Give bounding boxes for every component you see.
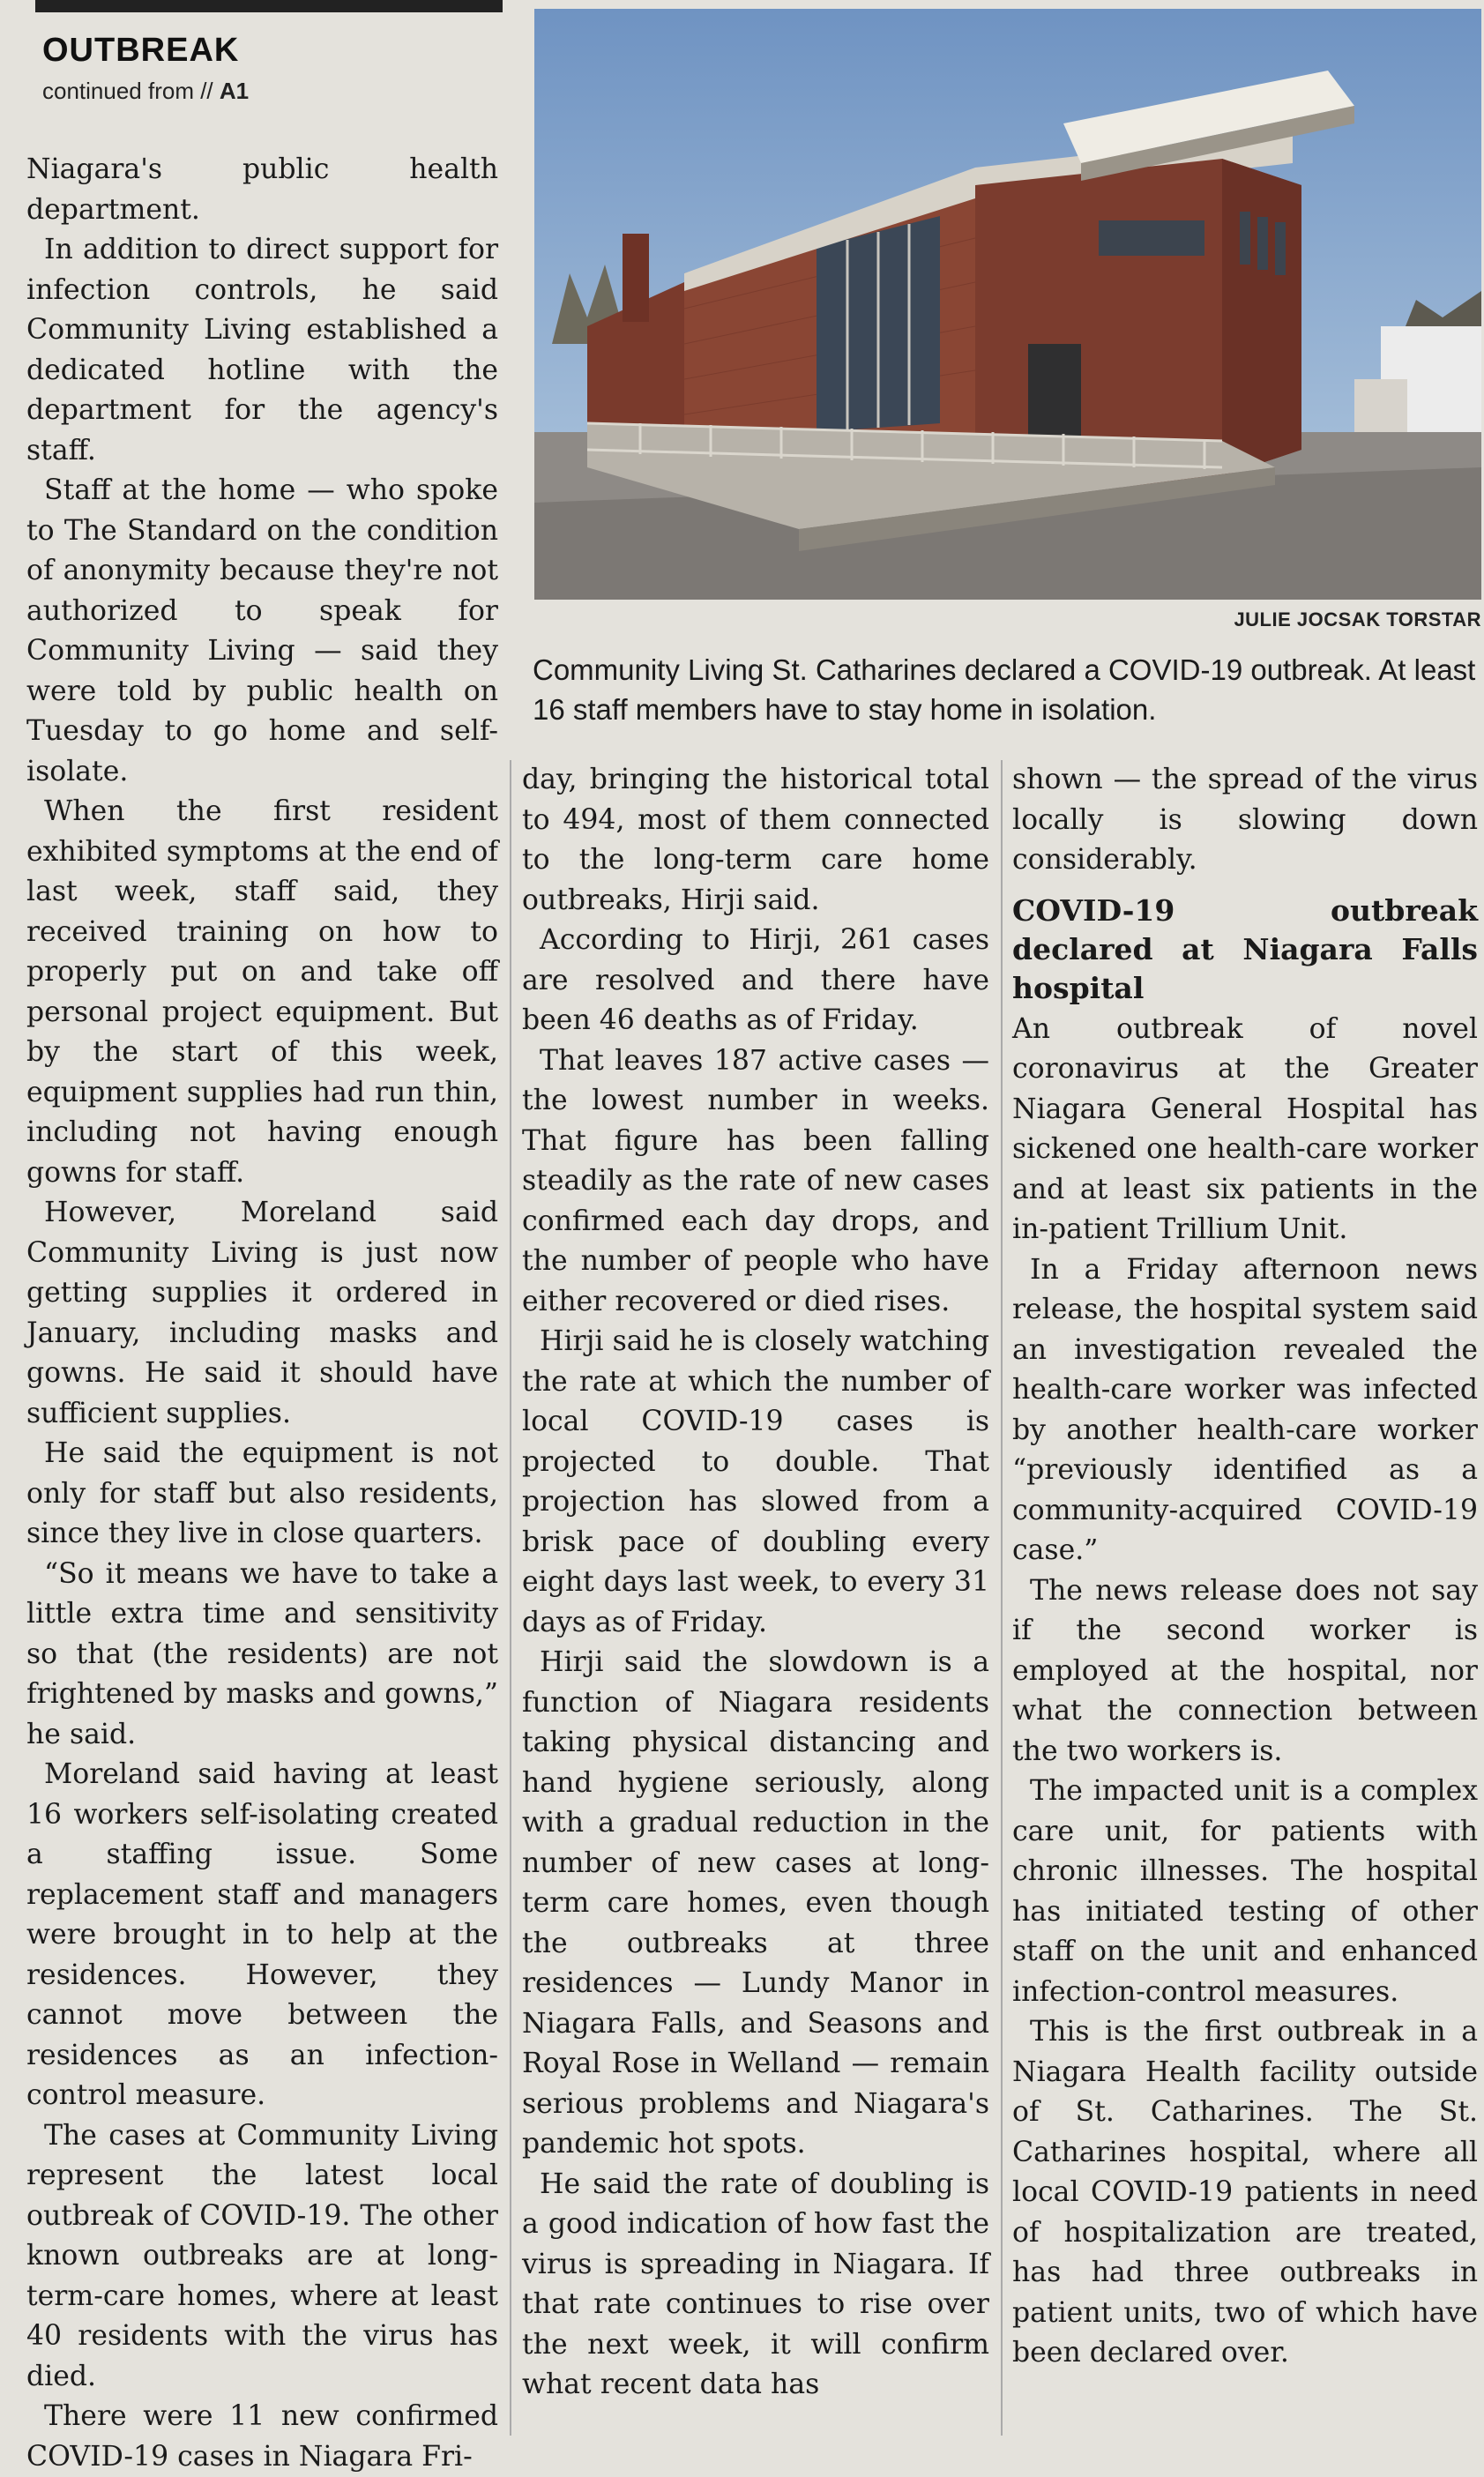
paragraph: In addition to direct support for infection controls, he said Community Living established a dedicated hotline with the department for the agency's staff. bbox=[26, 234, 498, 466]
paragraph: “So it means we have to take a little extra time and sensitivity so that (the residents) are not frightened by masks and gowns,” he said. bbox=[26, 1557, 498, 1750]
article-subhead: COVID-19 outbreak declared at Niagara Falls hospital bbox=[1012, 892, 1478, 1005]
paragraph: The impacted unit is a complex care unit, for patients with chronic illnesses. The hospital has initiated testing of other staff on the unit and enhanced infection-control measures. bbox=[1012, 1775, 1478, 2008]
paragraph: Hirji said he is closely watching the rate at which the number of local COVID-19 cases is projected to double. That projection has slowed from a brisk pace of doubling every eight days last week, to every 31 days as of Friday. bbox=[522, 1325, 989, 1638]
article-column-3 bbox=[1012, 760, 1478, 2444]
continued-page: A1 bbox=[219, 78, 250, 104]
paragraph: An outbreak of novel coronavirus at the Greater Niagara General Hospital has sickened one health-care worker and at least six patients in the in-patient Trillium Unit. bbox=[1012, 1012, 1478, 1245]
paragraph: That leaves 187 active cases — the lowest number in weeks. That figure has been falling steadily as the rate of new cases confirmed each day drops, and the number of people who have either recovered or died rises. bbox=[522, 1044, 989, 1317]
paragraph: This is the first outbreak in a Niagara Health facility outside of St. Catharines. The St. Catharines hospital, where all local COVID-19 patients in need of hospitalization are treated, has had three outbreaks in patient units, two of which have been declared over. bbox=[1012, 2016, 1478, 2369]
paragraph: The news release does not say if the second worker is employed at the hospital, nor what the connection between the two workers is. bbox=[1012, 1574, 1478, 1767]
paragraph: There were 11 new confirmed COVID-19 cases in Niagara Fri- bbox=[26, 2400, 498, 2473]
photo-credit: JULIE JOCSAK TORSTAR bbox=[1234, 608, 1481, 630]
column-divider bbox=[510, 760, 511, 2436]
paragraph: He said the equipment is not only for staff but also residents, since they live in close quarters. bbox=[26, 1437, 498, 1549]
paragraph: According to Hirji, 261 cases are resolved and there have been 46 deaths as of Friday. bbox=[522, 924, 989, 1036]
paragraph: However, Moreland said Community Living is just now getting supplies it ordered in January, including masks and gowns. He said it should have sufficient supplies. bbox=[26, 1197, 498, 1429]
section-label: OUTBREAK bbox=[42, 32, 240, 69]
paragraph: Niagara's public health department. bbox=[26, 153, 498, 226]
paragraph: When the first resident exhibited symptoms at the end of last week, staff said, they received training on how to properly put on and take off personal project equipment. But by the start of this week, equipment supplies had run thin, including not having enough gowns for staff. bbox=[26, 795, 498, 1189]
section-top-rule bbox=[35, 0, 503, 12]
continued-text: continued from // bbox=[42, 78, 213, 104]
paragraph: In a Friday afternoon news release, the hospital system said an investigation revealed the health-care worker was infected by another health-care worker “previously identified as a community-acquired COVID-19 case.” bbox=[1012, 1253, 1478, 1566]
article-column-2 bbox=[522, 760, 989, 2444]
photo-caption: Community Living St. Catharines declared a COVID-19 outbreak. At least 16 staff members have to stay home in isolation. bbox=[533, 653, 1476, 726]
paragraph: The cases at Community Living represent the latest local outbreak of COVID-19. The other known outbreaks are at long-term-care homes, where at least 40 residents with the virus has died. bbox=[26, 2119, 498, 2392]
column-divider bbox=[1001, 760, 1003, 2436]
building-illustration bbox=[534, 9, 1481, 600]
paragraph: Moreland said having at least 16 workers self-isolating created a staffing issue. Some replacement staff and managers were brought in to help at the residences. However, they cannot move between the residences as an infection-control measure. bbox=[26, 1758, 498, 2111]
paragraph: Staff at the home — who spoke to The Standard on the condition of anonymity because they're not authorized to speak for Community Living — said they were told by public health on Tuesday to go home and self-isolate. bbox=[26, 474, 498, 787]
paragraph: He said the rate of doubling is a good indication of how fast the virus is spreading in Niagara. If that rate continues to rise over the next week, it will confirm what recent data has bbox=[522, 2167, 989, 2400]
paragraph: day, bringing the historical total to 494, most of them connected to the long-term care home outbreaks, Hirji said. bbox=[522, 764, 989, 916]
continued-from-line bbox=[42, 78, 249, 105]
paragraph: Hirji said the slowdown is a function of Niagara residents taking physical distancing and hand hygiene seriously, along with a gradual reduction in the number of new cases at long-term care homes, even though the outbreaks at three residences — Lundy Manor in Niagara Falls, and Seasons and Royal Rose in Welland — remain serious problems and Niagara's pandemic hot spots. bbox=[522, 1646, 989, 2160]
building-photo bbox=[534, 9, 1481, 600]
article-column-1 bbox=[26, 150, 498, 2473]
column3-lead: shown — the spread of the virus locally is slowing down considerably. bbox=[1012, 764, 1478, 876]
